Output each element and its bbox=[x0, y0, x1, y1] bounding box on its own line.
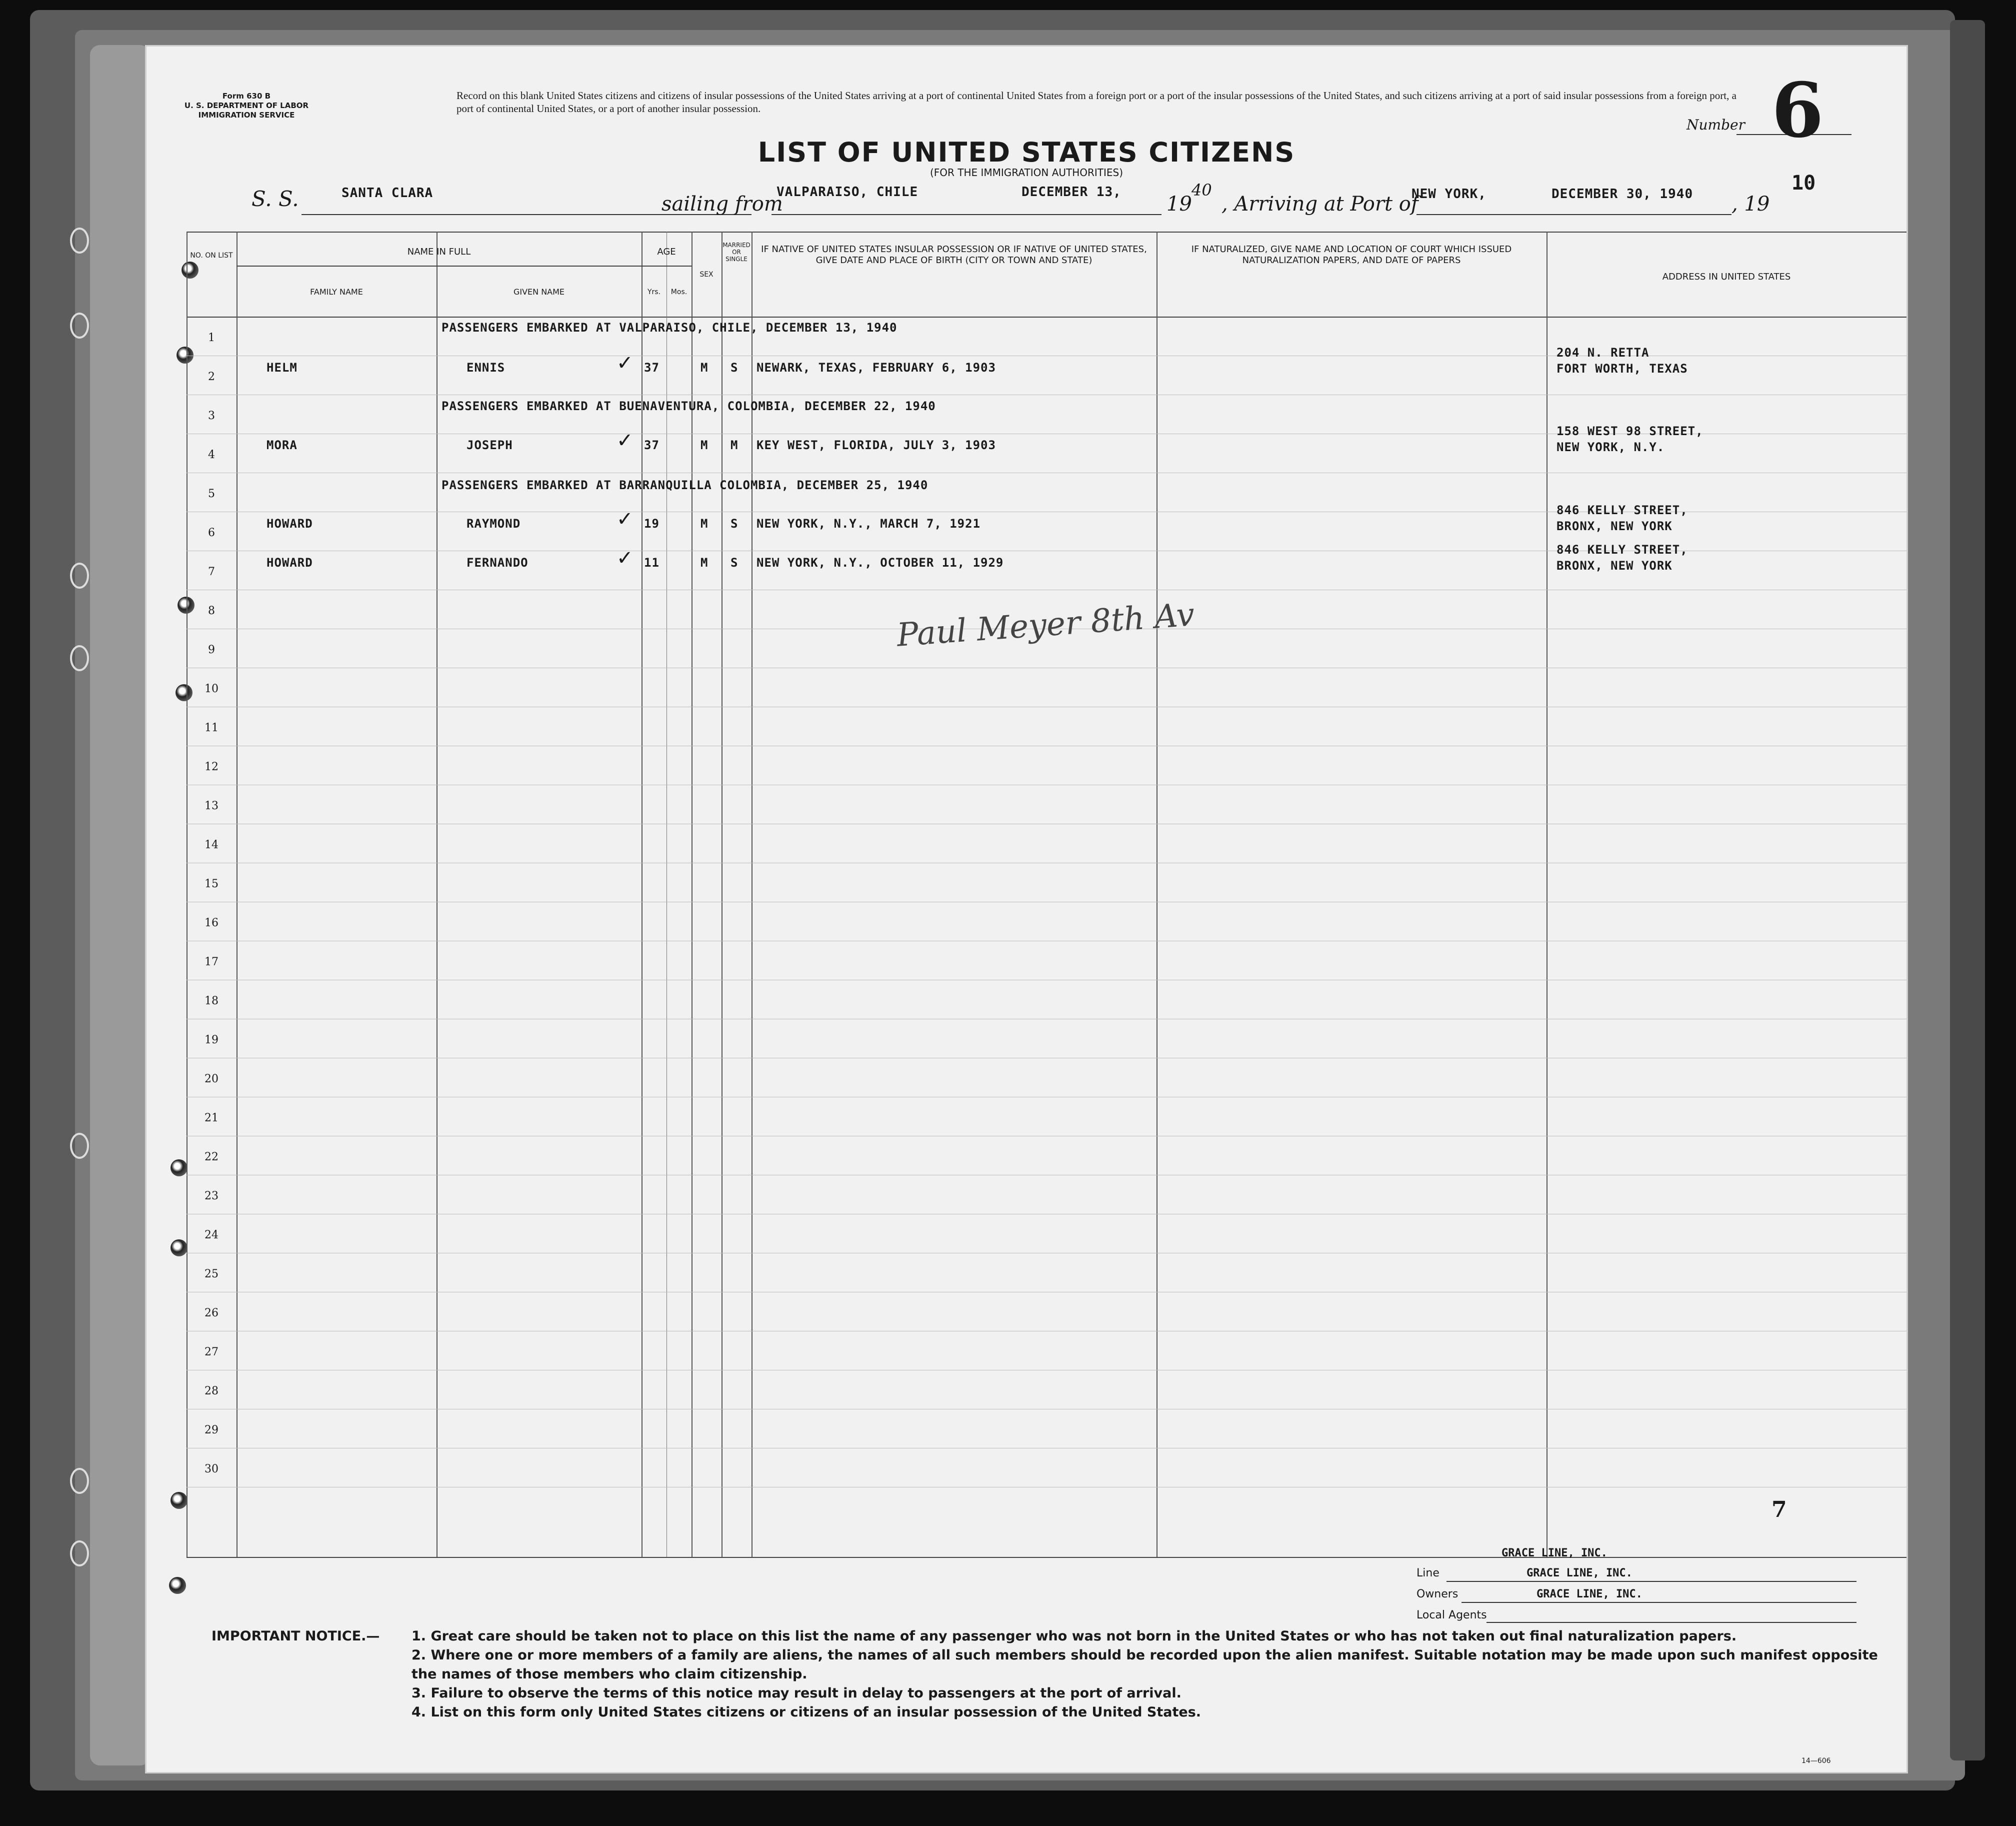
agents-underline bbox=[1486, 1622, 1856, 1623]
binder-strip bbox=[90, 45, 150, 1765]
row-number: 15 bbox=[204, 878, 218, 890]
col-no-on-list: NO. ON LIST bbox=[190, 252, 233, 260]
background-page-edge bbox=[1950, 20, 1985, 1760]
age-years: 11 bbox=[644, 556, 660, 570]
sailing-label: sailing from bbox=[662, 193, 783, 216]
agents-label: Local Agents bbox=[1416, 1609, 1487, 1621]
age-years: 37 bbox=[644, 361, 660, 375]
row-number: 17 bbox=[204, 956, 218, 968]
subheader-line bbox=[642, 266, 692, 267]
address-line-2: BRONX, NEW YORK bbox=[1556, 559, 1672, 573]
given-name: RAYMOND bbox=[466, 517, 521, 531]
handwritten-signature: Paul Meyer 8th Av bbox=[896, 596, 1196, 654]
address-line-1: 204 N. RETTA bbox=[1556, 346, 1650, 360]
embark-note: PASSENGERS EMBARKED AT BARRANQUILLA COLOMBIA, DECEMBER 25, 1940 bbox=[442, 478, 928, 492]
binder-ring bbox=[70, 228, 89, 254]
page-title: LIST OF UNITED STATES CITIZENS bbox=[758, 137, 1296, 168]
row-number: 5 bbox=[208, 488, 215, 500]
binder-ring bbox=[70, 1468, 89, 1494]
punch-hole bbox=[170, 1159, 188, 1176]
sheet-number: 10 bbox=[1792, 172, 1816, 195]
from-port: VALPARAISO, CHILE bbox=[776, 185, 918, 200]
marital-status: S bbox=[730, 361, 738, 375]
row-number: 30 bbox=[204, 1463, 218, 1475]
address-line-2: NEW YORK, N.Y. bbox=[1556, 440, 1665, 454]
row-number: 23 bbox=[204, 1190, 218, 1202]
column-line bbox=[236, 232, 238, 1557]
age-years: 37 bbox=[644, 438, 660, 452]
line-underline bbox=[1446, 1581, 1856, 1582]
department: U. S. DEPARTMENT OF LABOR bbox=[184, 101, 309, 110]
address-line-2: FORT WORTH, TEXAS bbox=[1556, 362, 1688, 376]
row-number: 28 bbox=[204, 1385, 218, 1397]
sex: M bbox=[700, 517, 708, 531]
arrival-date: DECEMBER 30, 1940 bbox=[1552, 187, 1694, 202]
owners-underline bbox=[1462, 1602, 1856, 1603]
birth-info: KEY WEST, FLORIDA, JULY 3, 1903 bbox=[756, 438, 996, 452]
family-name: HOWARD bbox=[266, 556, 313, 570]
year-prefix-2: , 19 bbox=[1732, 193, 1770, 216]
address-line-1: 846 KELLY STREET, bbox=[1556, 543, 1688, 557]
col-given-name: GIVEN NAME bbox=[513, 287, 565, 297]
document-page bbox=[145, 45, 1908, 1773]
col-name-in-full: NAME IN FULL bbox=[407, 247, 471, 257]
notice-title: IMPORTANT NOTICE.— bbox=[212, 1628, 380, 1644]
row-number: 25 bbox=[204, 1268, 218, 1280]
col-family-name: FAMILY NAME bbox=[310, 287, 363, 297]
row-number: 11 bbox=[204, 722, 218, 734]
departure-year: 40 bbox=[1192, 181, 1212, 200]
col-married-or-single: MARRIED OR SINGLE bbox=[722, 242, 750, 263]
notice-item: 4. List on this form only United States citizens or citizens of an insular possession of the United States. bbox=[412, 1704, 1202, 1720]
row-number: 18 bbox=[204, 995, 218, 1007]
row-number: 14 bbox=[204, 839, 218, 851]
row-number: 1 bbox=[208, 332, 215, 344]
binder-ring bbox=[70, 563, 89, 589]
birth-info: NEWARK, TEXAS, FEBRUARY 6, 1903 bbox=[756, 361, 996, 375]
embark-note: PASSENGERS EMBARKED AT VALPARAISO, CHILE, DECEMBER 13, 1940 bbox=[442, 321, 898, 335]
row-number: 19 bbox=[204, 1034, 218, 1046]
row-number: 12 bbox=[204, 761, 218, 773]
row-number: 2 bbox=[208, 371, 215, 383]
column-line bbox=[1156, 232, 1158, 1557]
birth-info: NEW YORK, N.Y., MARCH 7, 1921 bbox=[756, 517, 981, 531]
row-number: 4 bbox=[208, 449, 215, 461]
check-mark: ✓ bbox=[616, 429, 634, 452]
column-line bbox=[436, 232, 438, 1557]
line-value: GRACE LINE, INC. bbox=[1526, 1567, 1632, 1579]
form-info bbox=[166, 92, 326, 120]
punch-hole bbox=[170, 1239, 188, 1256]
col-birth: IF NATIVE OF UNITED STATES INSULAR POSSESSION OR IF NATIVE OF UNITED STATES, GIVE DATE AND PLACE OF BIRTH (CITY OR TOWN AND STATE) bbox=[761, 244, 1147, 266]
arriving-label: , Arriving at Port of bbox=[1222, 193, 1418, 216]
row-number: 16 bbox=[204, 917, 218, 929]
col-yrs: Yrs. bbox=[647, 288, 661, 296]
embark-note: PASSENGERS EMBARKED AT BUENAVENTURA, COLOMBIA, DECEMBER 22, 1940 bbox=[442, 399, 936, 413]
service: IMMIGRATION SERVICE bbox=[198, 111, 295, 120]
departure-date: DECEMBER 13, bbox=[1022, 185, 1122, 200]
row-number: 8 bbox=[208, 605, 215, 617]
arrival-underline bbox=[1416, 214, 1732, 215]
owners-value: GRACE LINE, INC. bbox=[1536, 1588, 1642, 1600]
notice-item: 3. Failure to observe the terms of this notice may result in delay to passengers at the port of arrival. bbox=[412, 1685, 1182, 1701]
form-instructions: Record on this blank United States citizens and citizens of insular possessions of the United States arriving at a port of continental United States from a foreign port or a port of the insular possessions of the United States, and such citizens arriving at a port of said insular possessions from a foreign port, a port of continental United States, or a port of another insular possession. bbox=[456, 90, 1736, 115]
col-age: AGE bbox=[657, 247, 676, 257]
col-sex: SEX bbox=[700, 271, 714, 279]
punch-hole bbox=[170, 1492, 188, 1509]
given-name: JOSEPH bbox=[466, 438, 513, 452]
check-mark: ✓ bbox=[616, 508, 634, 531]
row-number: 24 bbox=[204, 1229, 218, 1241]
sex: M bbox=[700, 361, 708, 375]
print-code: 14—606 bbox=[1802, 1757, 1831, 1765]
column-line bbox=[186, 232, 188, 1557]
address-line-1: 158 WEST 98 STREET, bbox=[1556, 424, 1704, 438]
given-name: FERNANDO bbox=[466, 556, 528, 570]
passenger-table bbox=[186, 232, 1906, 1557]
form-number: Form 630 B bbox=[222, 92, 271, 101]
notice-item: 2. Where one or more members of a family are aliens, the names of all such members should be recorded upon the alien manifest. Suitable notation may be made upon such manifest opposite the names of those members who claim citizenship. bbox=[412, 1647, 1878, 1682]
line-label: Line bbox=[1416, 1567, 1440, 1579]
notice-item: 1. Great care should be taken not to place on this list the name of any passenger who was not born in the United States or who has not taken out final naturalization papers. bbox=[412, 1628, 1737, 1644]
sex: M bbox=[700, 438, 708, 452]
year-prefix: 19 bbox=[1166, 193, 1192, 216]
row-number: 13 bbox=[204, 800, 218, 812]
number-label: Number bbox=[1686, 117, 1745, 133]
marital-status: M bbox=[730, 438, 738, 452]
check-mark: ✓ bbox=[616, 352, 634, 375]
column-line bbox=[1546, 232, 1548, 1557]
col-address: ADDRESS IN UNITED STATES bbox=[1662, 272, 1791, 282]
owners-label: Owners bbox=[1416, 1588, 1458, 1600]
binder-ring bbox=[70, 1540, 89, 1566]
family-name: MORA bbox=[266, 438, 298, 452]
family-name: HELM bbox=[266, 361, 298, 375]
row-number: 6 bbox=[208, 527, 215, 539]
marital-status: S bbox=[730, 556, 738, 570]
family-name: HOWARD bbox=[266, 517, 313, 531]
page-subtitle: (FOR THE IMMIGRATION AUTHORITIES) bbox=[930, 167, 1124, 179]
binder-ring bbox=[70, 645, 89, 671]
check-mark: ✓ bbox=[616, 547, 634, 570]
row-number: 7 bbox=[208, 566, 215, 578]
row-number: 29 bbox=[204, 1424, 218, 1436]
margin-mark: 7 bbox=[1772, 1497, 1787, 1522]
row-number: 9 bbox=[208, 644, 215, 656]
arrival-port: NEW YORK, bbox=[1412, 187, 1486, 202]
address-line-1: 846 KELLY STREET, bbox=[1556, 503, 1688, 517]
row-number: 10 bbox=[204, 683, 218, 695]
grace-line-stamp: GRACE LINE, INC. bbox=[1502, 1547, 1608, 1559]
ship-name: SANTA CLARA bbox=[342, 186, 434, 201]
ss-label: S. S. bbox=[252, 187, 299, 211]
binder-ring bbox=[70, 1133, 89, 1159]
from-underline bbox=[772, 214, 1162, 215]
age-years: 19 bbox=[644, 517, 660, 531]
row-number: 21 bbox=[204, 1112, 218, 1124]
row-number: 26 bbox=[204, 1307, 218, 1319]
col-naturalized: IF NATURALIZED, GIVE NAME AND LOCATION OF COURT WHICH ISSUED NATURALIZATION PAPERS, AND DATE OF PAPERS bbox=[1191, 244, 1512, 266]
given-name: ENNIS bbox=[466, 361, 506, 375]
birth-info: NEW YORK, N.Y., OCTOBER 11, 1929 bbox=[756, 556, 1004, 570]
punch-hole bbox=[169, 1577, 186, 1594]
row-number: 20 bbox=[204, 1073, 218, 1085]
list-number: 6 bbox=[1772, 67, 1824, 155]
table-border bbox=[186, 232, 1906, 233]
col-mos: Mos. bbox=[670, 288, 688, 296]
sex: M bbox=[700, 556, 708, 570]
row-number: 27 bbox=[204, 1346, 218, 1358]
table-border bbox=[186, 1557, 1906, 1558]
column-line bbox=[666, 232, 667, 1557]
address-line-2: BRONX, NEW YORK bbox=[1556, 519, 1672, 533]
binder-ring bbox=[70, 313, 89, 339]
marital-status: S bbox=[730, 517, 738, 531]
row-number: 22 bbox=[204, 1151, 218, 1163]
row-number: 3 bbox=[208, 410, 215, 422]
subheader-line bbox=[236, 266, 642, 267]
table-header-border bbox=[186, 317, 1906, 318]
